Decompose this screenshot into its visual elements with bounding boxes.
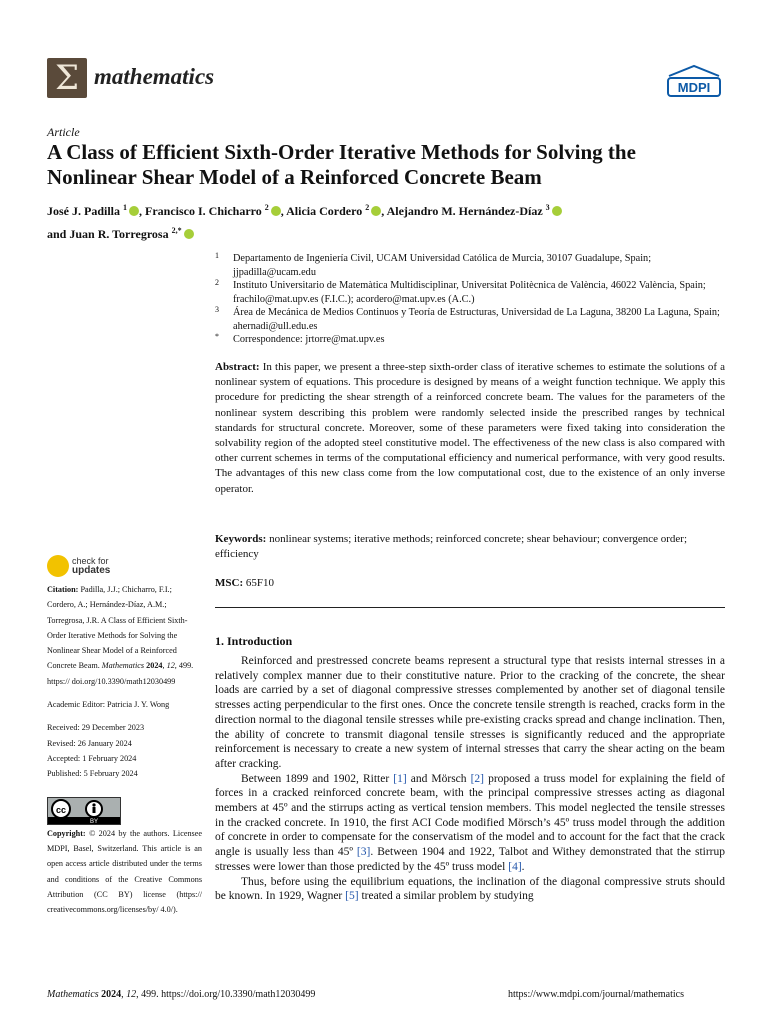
divider [215,607,725,608]
check-updates-label[interactable]: check for [72,556,109,566]
revised-date: Revised: 26 January 2024 [47,738,132,748]
journal-logo [47,58,87,98]
affiliations [215,252,725,347]
intro-body [215,654,725,904]
svg-text:BY: BY [89,819,99,825]
citation-link[interactable]: [3] [356,846,371,859]
section-heading: 1. Introduction [215,634,293,648]
check-updates-label[interactable]: updates [72,565,111,576]
check-updates-icon[interactable] [47,555,69,577]
footer-citation: Mathematics 2024, 12, 499. https://doi.org/10.3390/math12030499 [47,989,316,1000]
sigma-icon: Σ [54,58,80,98]
orcid-icon[interactable] [271,206,281,216]
citation-link[interactable]: [4] [508,860,522,873]
author[interactable]: Alejandro M. Hernández-Díaz [386,204,543,218]
accepted-date: Accepted: 1 February 2024 [47,753,137,763]
svg-text:cc: cc [55,805,67,815]
abstract-text: In this paper, we present a three-step sixth-order class of iterative schemes to estimate the solutions of a nonlinear system of equations. This procedure is designed by means of a weight function technique. We apply this procedure for predicting the shear strength of a reinforced concrete beam. The values for the parameters of the nonlinear system describing this problem were randomly selected inside the prescribed ranges by technical standards for structural concrete. Moreover, some of these parameters were fixed taking into consideration the solvability region of the adopted steel constitutive model. The effectiveness of the new class is also compared with other current schemes in terms of the computational efficiency and numerical performance, with very good results. The advantages of this new class come from the low computational cost, due to the existence of an only inverse operator. [215,361,725,495]
citation: Citation: Padilla, J.J.; Chicharro, F.I.; Cordero, A.; Hernández-Díaz, A.M.; Torregrosa, J.R. A Class of Efficient Sixth-Order Iterative Methods for Solving the Nonlinear Shear Model of a Reinforced Concrete Beam. Mathematics 2024, 12, 499. https:// doi.org/10.3390/math12030499 [47,585,194,686]
orcid-icon[interactable] [184,229,194,239]
orcid-icon[interactable] [129,206,139,216]
citation-link[interactable]: [2] [470,772,485,785]
citation-link[interactable]: [1] [393,772,407,785]
affiliation: 3 Área de Mecánica de Medios Continuos y Teoría de Estructuras, Universidad de La Laguna, 38200 La Laguna, Spain; ahernadi@ull.edu.es [215,305,720,332]
article-type: Article [47,125,80,139]
affiliation: 2 Instituto Universitario de Matemàtica Multidisciplinar, Universitat Politècnica de València, 46022 València, Spain; frachilo@mat.upv.es (F.I.C.); acordero@mat.upv.es (A.C.) [215,278,706,305]
correspondence: * Correspondence: jrtorre@mat.upv.es [215,332,385,345]
orcid-icon[interactable] [371,206,381,216]
copyright-notice: Copyright: © 2024 by the authors. Licensee MDPI, Basel, Switzerland. This article is an open access article distributed under the terms and conditions of the Creative Commons Attribution (CC BY) license (https:// creativecommons.org/licenses/by/ 4.0/). [47,829,203,915]
cc-by-badge[interactable] [47,797,121,825]
paragraph: Reinforced and prestressed concrete beams represent a structural type that resists internal stresses in a relatively complex manner due to their constitutive nature. Prior to the cracking of the concrete, the shear loads are carried by a set of diagonal compressive stresses complemented by another set of diagonal tensile stresses acting perpendicular to the first ones. Once the concrete tensile strength is reached, cracks form in the direction normal to the diagonal tensile stresses while pre-existing cracks spread and change inclination. Then, the ability of concrete to transmit diagonal tensile stresses is significantly reduced and the appropriate reinforcement is necessary to create a new system of internal stresses that carry the shear acting on the beam after cracking. [215,655,725,770]
author[interactable]: José J. Padilla [47,204,121,218]
journal-name: mathematics [94,64,215,89]
academic-editor: Academic Editor: Patricia J. Y. Wong [47,700,170,710]
received-date: Received: 29 December 2023 [47,723,145,733]
author[interactable]: Francisco I. Chicharro [145,204,262,218]
published-date: Published: 5 February 2024 [47,769,138,779]
citation-link[interactable]: [5] [345,890,359,903]
paragraph: Thus, before using the equilibrium equations, the inclination of the diagonal compressive struts should be known. In 1929, Wagner [5] treated a similar problem by studying [215,875,725,903]
abstract [215,360,725,497]
author-list: José J. Padilla $^1$ , Francisco I. Chicharro $^2$ , Alicia Cordero $^2$ , Alejandro M. Hernández-Díaz $^3$ and Juan R. Torregrosa $^{2,*}$ [47,198,727,244]
affiliation: 1 Departamento de Ingeniería Civil, UCAM Universidad Católica de Murcia, 30107 Guadalupe, Spain; jjpadilla@ucam.edu [215,251,652,278]
orcid-icon[interactable] [552,206,562,216]
publisher-name: MDPI [677,80,711,95]
footer-journal-url[interactable]: https://www.mdpi.com/journal/mathematics [508,989,684,1000]
paragraph: Between 1899 and 1902, Ritter [1] and Mörsch [2] proposed a truss model for explaining the field of forces in a cracked reinforced concrete beam, with the principal compressive stresses acting as diagonal members at 45º and the stirrups acting as vertical tension members. This model neglected the tensile stresses in the cracked concrete. In 1910, the first ACI Code modified Mörsch’s 45º truss model through the addition of concrete in order to compensate for the conservatism of the model and to account for the fact that the crack angle is usually less than 45º [3]. Between 1904 and 1922, Talbot and Withey demonstrated that the stirrup stresses were lower than those predicted by the 45º truss model [4]. [215,772,725,873]
paper-title: A Class of Efficient Sixth-Order Iterative Methods for Solving the Nonlinear Shear Model of a Reinforced Concrete Beam [47,140,636,189]
sidebar-info [47,582,202,782]
abstract-label: Abstract: [215,361,260,373]
author[interactable]: Juan R. Torregrosa [69,227,169,241]
keywords: Keywords: nonlinear systems; iterative methods; reinforced concrete; shear behaviour; convergence order; efficiency [215,533,688,561]
msc-codes: MSC: 65F10 [215,577,274,589]
mdpi-logo [665,64,723,98]
author[interactable]: Alicia Cordero [286,204,363,218]
